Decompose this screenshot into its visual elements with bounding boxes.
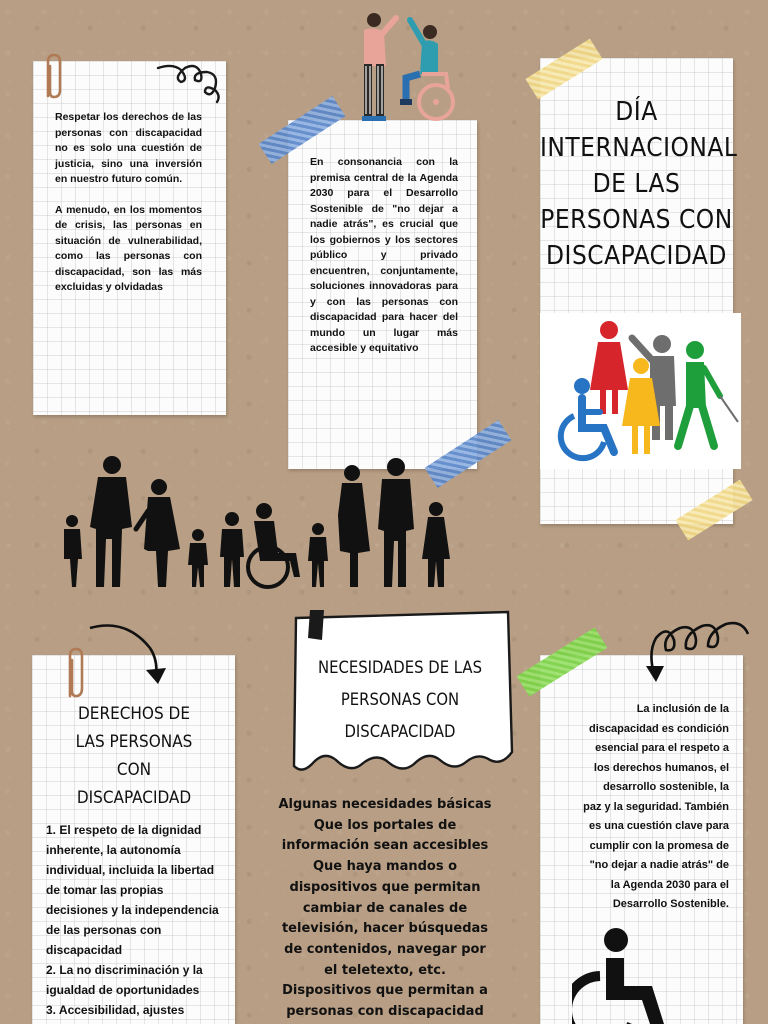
respect-text (55, 110, 202, 311)
inclusion-line-1: La inclusión de la (636, 703, 729, 715)
disability-diversity-logo (552, 318, 742, 466)
rights-line-9: igualdad de oportunidades (46, 983, 200, 997)
rights-title-line-2: LAS PERSONAS (75, 732, 193, 752)
inclusion-line-6: paz y la seguridad. También (583, 800, 729, 813)
rights-line-7: discapacidad (46, 943, 123, 957)
needs-line-9: el teletexto, etc. (324, 962, 446, 978)
squiggle-icon (155, 58, 227, 108)
inclusion-illustration (352, 2, 462, 126)
rights-line-5: decisiones y la independencia (46, 903, 219, 917)
needs-line-6: cambiar de canales de (302, 900, 468, 916)
title-line-4: PERSONAS CON (540, 205, 733, 235)
title-line-1: DÍA (615, 97, 658, 127)
needs-title (300, 652, 500, 748)
title-line-3: DE LAS (592, 169, 681, 199)
rights-title-line-1: DERECHOS DE (78, 704, 190, 724)
rights-line-8: 2. La no discriminación y la (46, 963, 203, 977)
needs-line-5: dispositivos que permitan (289, 879, 481, 895)
rights-line-6: de las personas con (46, 923, 162, 937)
rights-title (34, 700, 234, 812)
respect-paragraph-1: Respetar los derechos de las personas con discapacidad no es solo una cuestión de justicia, sino una inversión en nuestro futuro común. (55, 111, 202, 185)
rights-list (46, 820, 236, 1020)
rights-title-line-3: CON (116, 760, 152, 780)
title-line-2: INTERNACIONAL (540, 133, 738, 163)
needs-line-1: Algunas necesidades básicas (278, 797, 492, 812)
needs-title-line-2: PERSONAS CON (340, 690, 460, 709)
paperclip-icon (38, 52, 68, 102)
inclusion-line-3: esencial para el respeto a (595, 742, 729, 754)
rights-line-2: inherente, la autonomía (46, 843, 181, 857)
rights-line-1: 1. El respeto de la dignidad (46, 823, 202, 837)
rights-line-10: 3. Accesibilidad, ajustes (46, 1003, 185, 1017)
respect-paragraph-2: A menudo, en los momentos de crisis, las personas en situación de vulnerabilidad, como las personas con discapacidad, son las más excluidas y olvidadas (55, 203, 202, 293)
needs-line-7: televisión, hacer búsquedas (281, 921, 489, 937)
needs-line-10: Dispositivos que permitan a (282, 983, 488, 999)
needs-line-3: información sean accesibles (281, 838, 489, 854)
needs-line-11: personas con discapacidad (286, 1004, 484, 1020)
needs-title-line-1: NECESIDADES DE LAS (317, 658, 483, 677)
wheelchair-icon (572, 926, 682, 1024)
family-silhouette (56, 455, 452, 591)
title-line-5: DISCAPACIDAD (546, 241, 727, 271)
curved-arrow-icon (86, 622, 170, 690)
inclusion-line-10: la Agenda 2030 para el (610, 878, 729, 891)
inclusion-line-7: es una cuestión clave para (588, 820, 729, 832)
inclusion-line-11: Desarrollo Sostenible. (612, 898, 729, 910)
loop-arrow-icon (644, 616, 754, 688)
rights-line-4: de tomar las propias (46, 883, 164, 897)
inclusion-text (555, 700, 729, 915)
title-block (540, 94, 738, 274)
needs-body (264, 795, 506, 1023)
needs-line-2: Que los portales de (313, 817, 457, 833)
agenda-text: En consonancia con la premisa central de la Agenda 2030 para el Desarrollo Sostenible de "no dejar a nadie atrás", es crucial que los gobiernos y los sectores público y privado encuentren, conjuntamente, soluciones innovadoras para y con las personas con discapacidad para hacer del mundo un lugar más accesible y equitativo (310, 156, 458, 354)
inclusion-line-5: desarrollo sostenible, la (603, 781, 729, 793)
inclusion-line-2: discapacidad es condición (589, 722, 729, 735)
rights-line-3: individual, incluida la libertad (46, 863, 215, 877)
inclusion-line-9: "no dejar a nadie atrás" de (589, 859, 729, 871)
inclusion-line-4: los derechos humanos, el (593, 761, 729, 774)
needs-line-4: Que haya mandos o (312, 859, 458, 875)
rights-title-line-4: DISCAPACIDAD (76, 788, 192, 808)
needs-line-8: de contenidos, navegar por (284, 941, 486, 957)
inclusion-line-8: cumplir con la promesa de (589, 839, 729, 852)
needs-title-line-3: DISCAPACIDAD (344, 722, 456, 741)
